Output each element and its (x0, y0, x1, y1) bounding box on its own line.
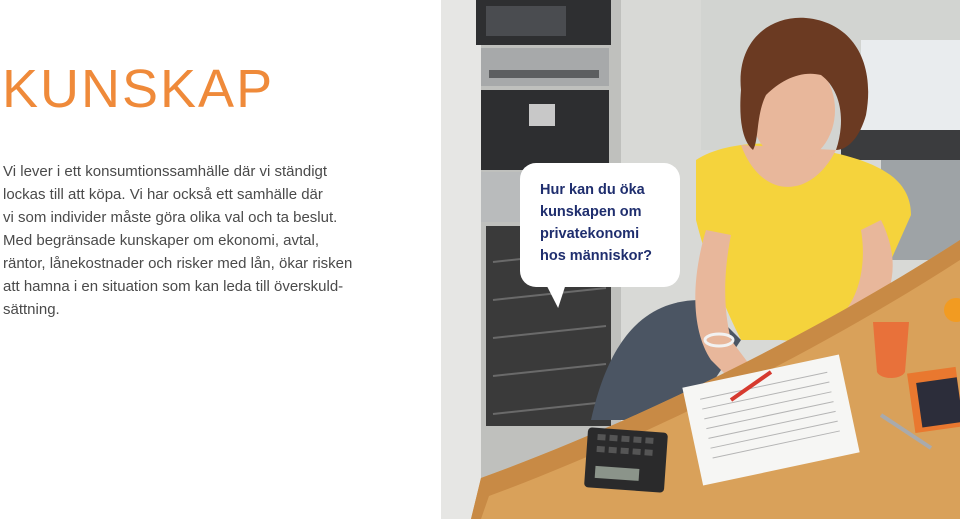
body-line: att hamna i en situation som kan leda till överskuld- (3, 278, 344, 295)
speech-bubble-tail (546, 284, 570, 308)
bubble-line: Hur kan du öka (540, 182, 645, 198)
bubble-question (540, 179, 670, 267)
kitchen-photo (441, 0, 960, 519)
bubble-line: kunskapen om (540, 204, 642, 220)
body-line: Med begränsade kunskaper om ekonomi, avtal, (3, 232, 320, 249)
bubble-line: hos människor? (540, 248, 652, 264)
question-speech-bubble (520, 163, 680, 287)
bubble-line: privatekonomi (540, 226, 640, 242)
body-line: lockas till att köpa. Vi har också ett samhälle där (3, 186, 323, 203)
body-line: sättning. (3, 301, 60, 318)
body-paragraph (3, 160, 375, 321)
body-line: vi som individer måste göra olika val och ta beslut. (3, 209, 338, 226)
body-line: Vi lever i ett konsumtionssamhälle där vi ständigt (3, 163, 328, 180)
body-line: räntor, lånekostnader och risker med lån, ökar risken (3, 255, 353, 272)
page-heading: KUNSKAP (2, 59, 275, 119)
text-column (0, 0, 441, 519)
